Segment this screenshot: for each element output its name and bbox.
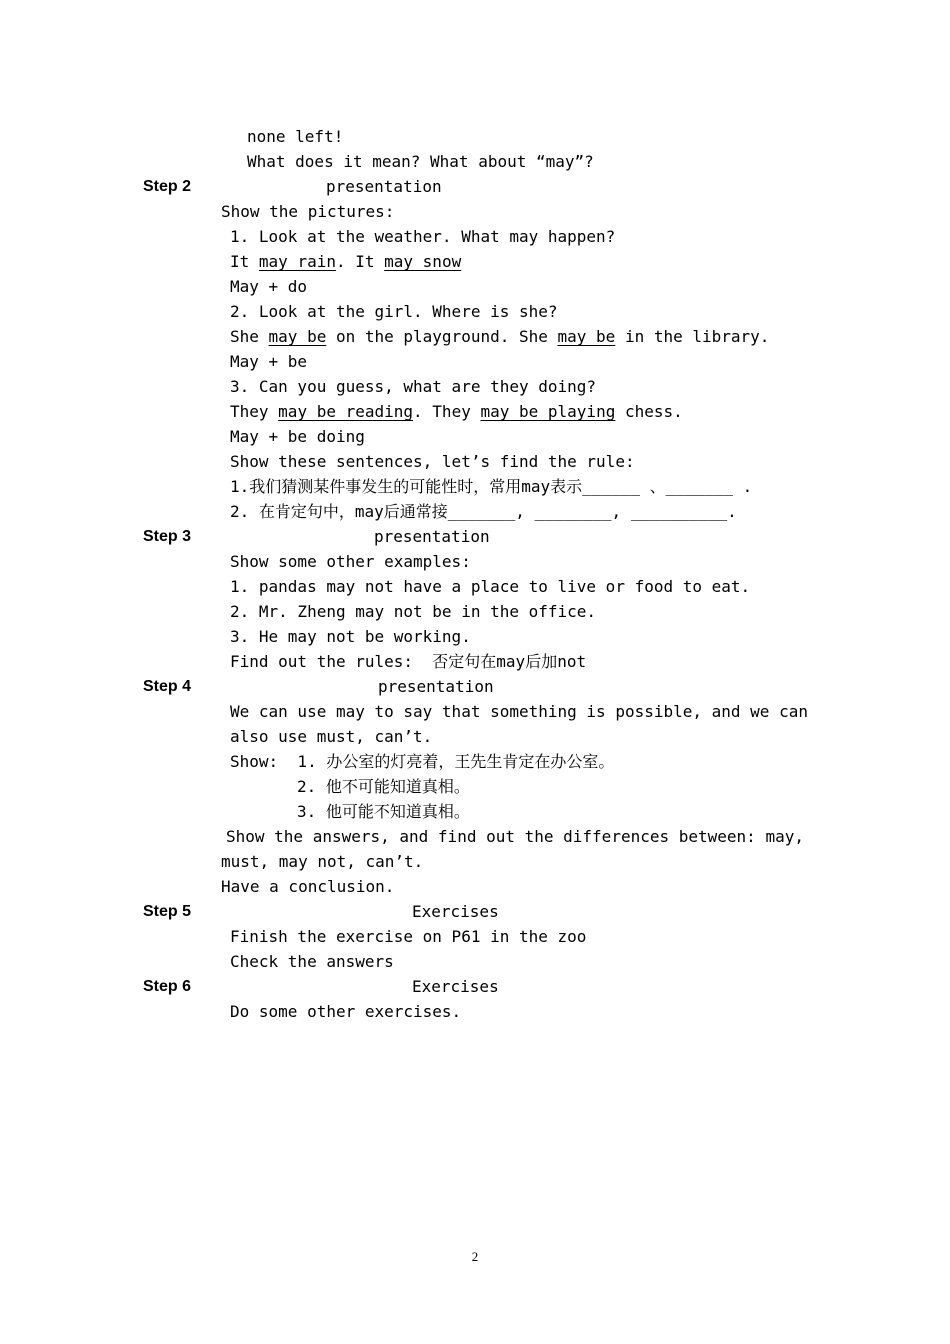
page-number: 2 (471, 1249, 479, 1264)
rule-1: 1.我们猜测某件事发生的可能性时，常用may表示______ 、_______ . (230, 477, 753, 496)
example-1: 1. pandas may not have a place to live or food to eat. (230, 577, 751, 596)
answers-line-1: Show the answers, and find out the differences between: may, (226, 827, 804, 846)
rules-line: Find out the rules: 否定句在may后加not (230, 652, 587, 671)
underlined-phrase: may rain (258, 252, 336, 271)
pattern-2: May + be (230, 352, 308, 371)
rule-2: 2. 在肯定句中，may后通常接_______, ________, __________. (230, 502, 737, 521)
underlined-phrase: may be playing (480, 402, 616, 421)
show-item-3: 3. 他可能不知道真相。 (297, 802, 470, 821)
example-3: 3. He may not be working. (230, 627, 471, 646)
step-6-label: Step 6 (143, 978, 192, 995)
step-4-heading: presentation (378, 677, 494, 696)
example-2: 2. Mr. Zheng may not be in the office. (230, 602, 597, 621)
answer-1: It may rain. It may snow (230, 252, 462, 271)
question-2: 2. Look at the girl. Where is she? (230, 302, 558, 321)
step-6-line-1: Do some other exercises. (230, 1002, 462, 1021)
step-2-heading: presentation (326, 177, 442, 196)
step-5-line-2: Check the answers (230, 952, 394, 971)
intro-line-1: none left! (247, 127, 344, 146)
step-2-label: Step 2 (143, 178, 192, 195)
step-6-heading: Exercises (412, 977, 499, 996)
question-3: 3. Can you guess, what are they doing? (230, 377, 597, 396)
step-5-heading: Exercises (412, 902, 499, 921)
question-1: 1. Look at the weather. What may happen? (230, 227, 616, 246)
step-4-label: Step 4 (143, 678, 192, 695)
show-item-2: 2. 他不可能知道真相。 (297, 777, 470, 796)
intro-line-2: What does it mean? What about “may”? (247, 152, 594, 171)
step-3-label: Step 3 (143, 528, 192, 545)
answer-2: She may be on the playground. She may be in the library. (230, 327, 770, 346)
show-sentences-line: Show these sentences, let’s find the rule: (230, 452, 635, 471)
underlined-phrase: may be reading (278, 402, 414, 421)
underlined-phrase: may be (557, 327, 616, 346)
step-4-text-2: also use must, can’t. (230, 727, 433, 746)
answers-line-2: must, may not, can’t. (221, 852, 424, 871)
show-item-1: Show: 1. 办公室的灯亮着，王先生肯定在办公室。 (230, 752, 615, 771)
pattern-1: May + do (230, 277, 308, 296)
pattern-3: May + be doing (230, 427, 365, 446)
step-4-text-1: We can use may to say that something is possible, and we can (230, 702, 808, 721)
answer-3: They may be reading. They may be playing chess. (230, 402, 683, 421)
underlined-phrase: may snow (384, 252, 462, 271)
show-pictures-line: Show the pictures: (221, 202, 395, 221)
conclusion-line: Have a conclusion. (221, 877, 395, 896)
step-3-heading: presentation (374, 527, 490, 546)
show-examples-line: Show some other examples: (230, 552, 471, 571)
step-5-label: Step 5 (143, 903, 192, 920)
underlined-phrase: may be (268, 327, 327, 346)
step-5-line-1: Finish the exercise on P61 in the zoo (230, 927, 587, 946)
